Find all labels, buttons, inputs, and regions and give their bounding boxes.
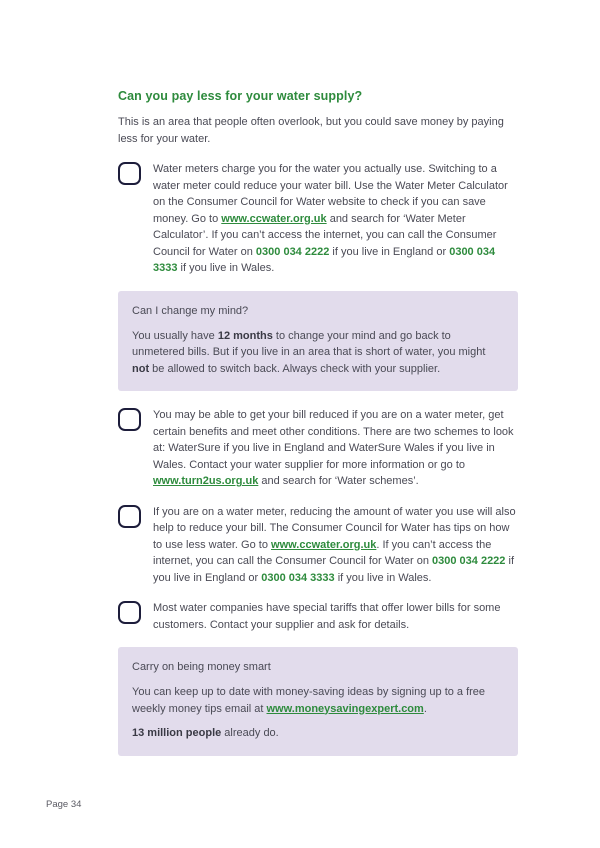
callout-change-my-mind (118, 291, 518, 392)
checklist-item-text: Water meters charge you for the water you actually use. Switching to a water meter could reduce your water bill. Use the Water Meter Calculator on the Consumer Council for Water website to check if you can save money. Go to www.ccwater.org.uk and search for ‘Water Meter Calculator’. If you can’t access the internet, you can call the Consumer Council for Water on 0300 034 2222 if you live in England or 0300 034 3333 if you live in Wales. (153, 163, 508, 274)
callout-money-smart (118, 647, 518, 756)
checklist-item (118, 600, 518, 633)
checkbox-icon[interactable] (118, 162, 141, 185)
callout-title: Carry on being money smart (132, 661, 271, 673)
checklist-item (118, 504, 518, 587)
callout-body-secondary: 13 million people already do. (132, 727, 279, 739)
checklist-item (118, 407, 518, 490)
checklist-item-text: If you are on a water meter, reducing the amount of water you use will also help to reduce your bill. The Consumer Council for Water has tips on how to use less water. Go to www.ccwater.org.uk. If you can’t access the internet, you can call the Consumer Council for Water on 0300 034 2222 if you live in England or 0300 034 3333 if you live in Wales. (153, 505, 516, 584)
intro-paragraph: This is an area that people often overlook, but you could save money by paying less for your water. (118, 116, 504, 145)
checklist-item-text: You may be able to get your bill reduced if you are on a water meter, get certain benefits and meet other conditions. There are two schemes to look at: WaterSure if you live in England and WaterSure Wales if you live in Wales. Contact your water supplier for more information or go to www.turn2us.org.uk and search for ‘Water schemes’. (153, 409, 514, 487)
callout-title: Can I change my mind? (132, 304, 249, 317)
page-title: Can you pay less for your water supply? (118, 89, 363, 103)
checklist-item-text: Most water companies have special tariffs that offer lower bills for some customers. Contact your supplier and ask for details. (153, 602, 501, 631)
callout-body: You can keep up to date with money-saving ideas by signing up to a free weekly money tips email at www.moneysavingexpert.com. (132, 686, 486, 715)
checkbox-icon[interactable] (118, 601, 141, 624)
page-number: Page 34 (46, 799, 82, 810)
checkbox-icon[interactable] (118, 505, 141, 528)
checklist-item (118, 161, 518, 277)
callout-body: You usually have 12 months to change your mind and go back to unmetered bills. But if you live in an area that is short of water, you might not be allowed to switch back. Always check with your supplier. (132, 329, 486, 375)
checkbox-icon[interactable] (118, 408, 141, 431)
page-content (118, 88, 518, 772)
